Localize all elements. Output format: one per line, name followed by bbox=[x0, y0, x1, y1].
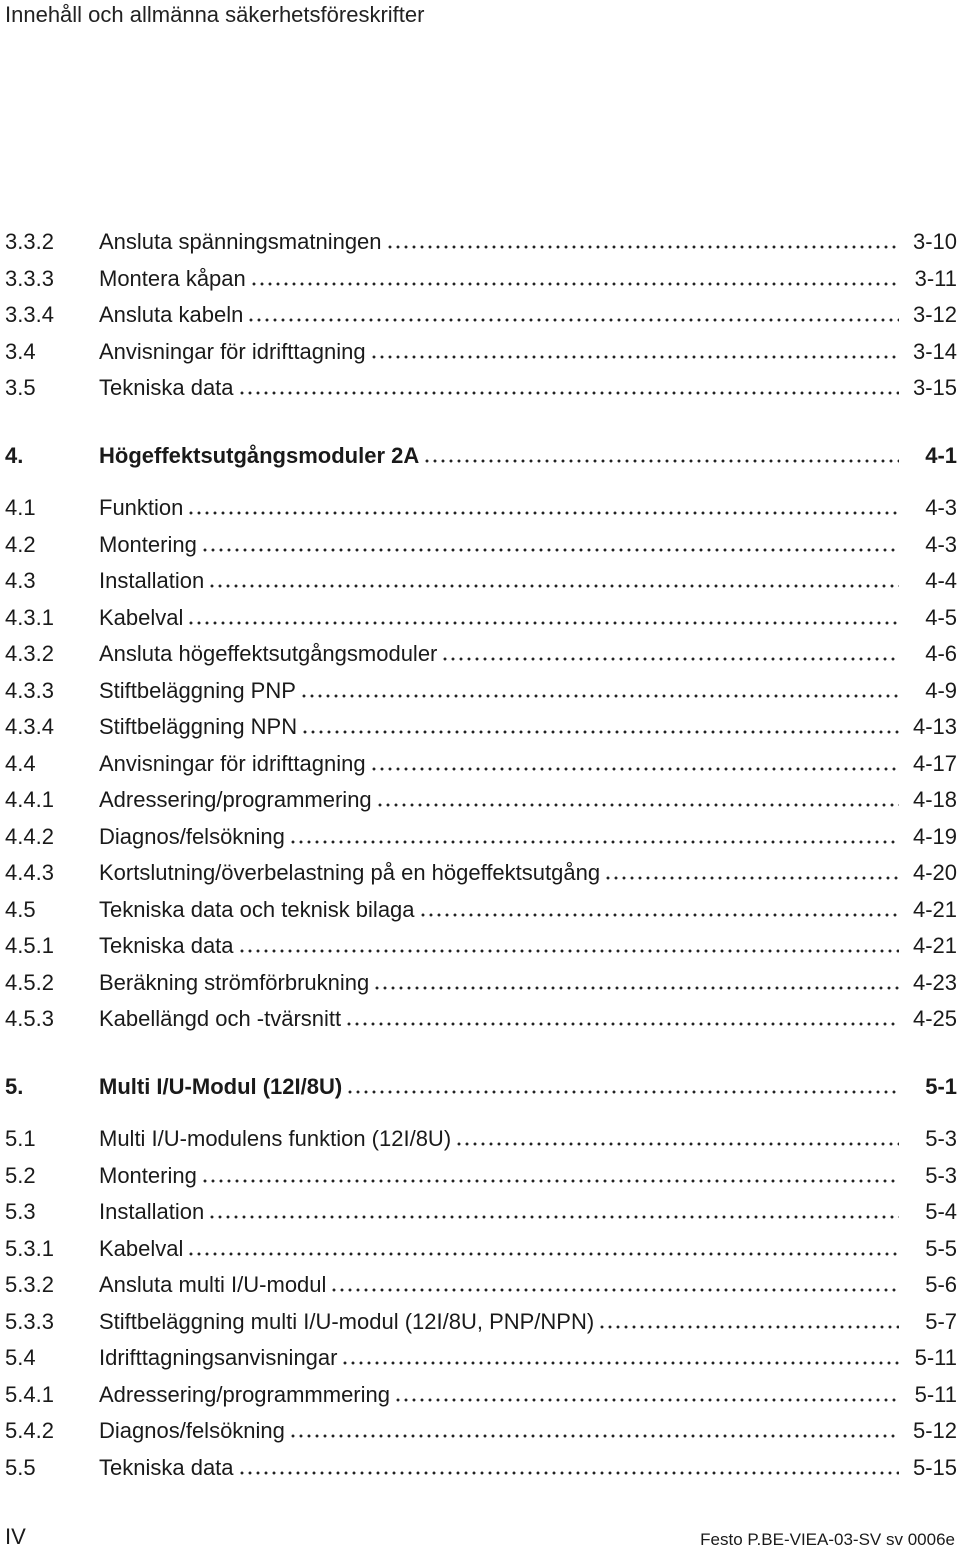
toc-row[interactable] bbox=[5, 335, 957, 365]
toc-row[interactable] bbox=[5, 929, 957, 959]
dot-leader bbox=[187, 620, 899, 626]
toc-section-number: 4.5.1 bbox=[5, 933, 54, 958]
toc-section-number: 5.4 bbox=[5, 1345, 36, 1370]
toc-page-number: 5-15 bbox=[912, 1455, 957, 1480]
toc-page-number: 5-5 bbox=[925, 1236, 957, 1261]
toc-section-number: 5.5 bbox=[5, 1455, 36, 1480]
dot-leader bbox=[238, 1470, 899, 1476]
toc-chapter-row[interactable] bbox=[5, 439, 957, 469]
toc-page-number: 4-1 bbox=[925, 443, 957, 468]
toc-section-number: 4.3.2 bbox=[5, 641, 54, 666]
toc-section-title: Högeffektsutgångsmoduler 2A bbox=[99, 443, 420, 468]
toc-row[interactable] bbox=[5, 1305, 957, 1335]
toc-row[interactable] bbox=[5, 1341, 957, 1371]
dot-leader bbox=[208, 583, 899, 589]
toc-row[interactable] bbox=[5, 298, 957, 328]
toc-section-number: 5.3.3 bbox=[5, 1309, 54, 1334]
document-reference: Festo P.BE-VIEA-03-SV sv 0006e bbox=[700, 1530, 955, 1549]
dot-leader bbox=[346, 1089, 899, 1095]
toc-page-number: 4-13 bbox=[912, 714, 957, 739]
toc-section-number: 4.4.1 bbox=[5, 787, 54, 812]
dot-leader bbox=[455, 1141, 899, 1147]
toc-page-number: 4-20 bbox=[912, 860, 957, 885]
toc-row[interactable] bbox=[5, 1002, 957, 1032]
dot-leader bbox=[238, 948, 899, 954]
toc-section-title: Adressering/programmering bbox=[99, 787, 372, 812]
toc-section-number: 4. bbox=[5, 443, 24, 468]
toc-row[interactable] bbox=[5, 820, 957, 850]
toc-row[interactable] bbox=[5, 674, 957, 704]
toc-page-number: 5-12 bbox=[912, 1418, 957, 1443]
toc-section-title: Beräkning strömförbrukning bbox=[99, 970, 370, 995]
dot-leader bbox=[441, 656, 899, 662]
toc-section-number: 3.3.3 bbox=[5, 266, 54, 291]
toc-page-number: 4-6 bbox=[925, 641, 957, 666]
toc-section-number: 4.3.3 bbox=[5, 678, 54, 703]
toc-section-number: 5.3 bbox=[5, 1199, 36, 1224]
dot-leader bbox=[394, 1397, 899, 1403]
dot-leader bbox=[247, 317, 899, 323]
toc-row[interactable] bbox=[5, 564, 957, 594]
toc-page-number: 4-4 bbox=[925, 568, 957, 593]
toc-section-title: Stiftbeläggning multi I/U-modul (12I/8U, PNP/NPN) bbox=[99, 1309, 595, 1334]
toc-section-title: Diagnos/felsökning bbox=[99, 1418, 285, 1443]
dot-leader bbox=[386, 244, 899, 250]
toc-section-title: Adressering/programmmering bbox=[99, 1382, 390, 1407]
toc-section-title: Diagnos/felsökning bbox=[99, 824, 285, 849]
dot-leader bbox=[187, 510, 899, 516]
toc-section-title: Ansluta multi I/U-modul bbox=[99, 1272, 327, 1297]
toc-section-title: Stiftbeläggning NPN bbox=[99, 714, 298, 739]
toc-row[interactable] bbox=[5, 1195, 957, 1225]
toc-row[interactable] bbox=[5, 225, 957, 255]
toc-row[interactable] bbox=[5, 893, 957, 923]
toc-page-number: 4-21 bbox=[912, 933, 957, 958]
toc-section-number: 4.3.1 bbox=[5, 605, 54, 630]
toc-row[interactable] bbox=[5, 1159, 957, 1189]
toc-section-title: Installation bbox=[99, 568, 205, 593]
toc-row[interactable] bbox=[5, 1268, 957, 1298]
toc-section-title: Tekniska data bbox=[99, 933, 234, 958]
toc-row[interactable] bbox=[5, 371, 957, 401]
toc-row[interactable] bbox=[5, 601, 957, 631]
toc-page-number: 5-6 bbox=[925, 1272, 957, 1297]
toc-page-number: 4-18 bbox=[912, 787, 957, 812]
toc-section-title: Multi I/U-Modul (12I/8U) bbox=[99, 1074, 343, 1099]
toc-section-title: Kabelval bbox=[99, 1236, 184, 1261]
toc-page-number: 4-3 bbox=[925, 495, 957, 520]
toc-page-number: 3-15 bbox=[912, 375, 957, 400]
toc-section-number: 5.3.2 bbox=[5, 1272, 54, 1297]
toc-section-title: Tekniska data och teknisk bilaga bbox=[99, 897, 415, 922]
toc-page-number: 3-10 bbox=[912, 229, 957, 254]
toc-section-title: Idrifttagningsanvisningar bbox=[99, 1345, 338, 1370]
toc-page-number: 4-21 bbox=[912, 897, 957, 922]
dot-leader bbox=[289, 839, 899, 845]
dot-leader bbox=[201, 547, 899, 553]
toc-section-title: Installation bbox=[99, 1199, 205, 1224]
toc-page-number: 4-17 bbox=[912, 751, 957, 776]
toc-row[interactable] bbox=[5, 856, 957, 886]
toc-section-title: Tekniska data bbox=[99, 1455, 234, 1480]
toc-section-number: 4.2 bbox=[5, 532, 36, 557]
toc-section-number: 5.3.1 bbox=[5, 1236, 54, 1261]
toc-row[interactable] bbox=[5, 1378, 957, 1408]
toc-section-number: 3.3.4 bbox=[5, 302, 54, 327]
toc-chapter-row[interactable] bbox=[5, 1070, 957, 1100]
toc-section-title: Kabellängd och -tvärsnitt bbox=[99, 1006, 342, 1031]
toc-section-title: Tekniska data bbox=[99, 375, 234, 400]
dot-leader bbox=[301, 729, 899, 735]
toc-section-title: Ansluta kabeln bbox=[99, 302, 244, 327]
dot-leader bbox=[238, 390, 899, 396]
toc-page-number: 4-25 bbox=[912, 1006, 957, 1031]
toc-section-title: Ansluta högeffektsutgångsmoduler bbox=[99, 641, 438, 666]
toc-section-number: 4.4.3 bbox=[5, 860, 54, 885]
dot-leader bbox=[598, 1324, 899, 1330]
toc-row[interactable] bbox=[5, 637, 957, 667]
toc-section-number: 4.4.2 bbox=[5, 824, 54, 849]
toc-page-number: 4-5 bbox=[925, 605, 957, 630]
dot-leader bbox=[604, 875, 899, 881]
toc-section-number: 4.5.2 bbox=[5, 970, 54, 995]
dot-leader bbox=[370, 354, 899, 360]
toc-row[interactable] bbox=[5, 966, 957, 996]
toc-section-number: 4.4 bbox=[5, 751, 36, 776]
dot-leader bbox=[201, 1178, 899, 1184]
toc-row[interactable] bbox=[5, 1451, 957, 1481]
dot-leader bbox=[330, 1287, 899, 1293]
toc-page-number: 5-7 bbox=[925, 1309, 957, 1334]
toc-section-number: 3.4 bbox=[5, 339, 36, 364]
toc-section-title: Kabelval bbox=[99, 605, 184, 630]
toc-section-number: 5.4.2 bbox=[5, 1418, 54, 1443]
toc-page-number: 3-12 bbox=[912, 302, 957, 327]
dot-leader bbox=[373, 985, 899, 991]
dot-leader bbox=[208, 1214, 899, 1220]
dot-leader bbox=[419, 912, 899, 918]
toc-page-number: 5-11 bbox=[914, 1345, 957, 1370]
toc-page-number: 4-9 bbox=[925, 678, 957, 703]
dot-leader bbox=[289, 1433, 899, 1439]
toc-page-number: 5-3 bbox=[925, 1163, 957, 1188]
toc-page-number: 4-23 bbox=[912, 970, 957, 995]
toc-row[interactable] bbox=[5, 262, 957, 292]
toc-section-title: Funktion bbox=[99, 495, 184, 520]
toc-page-number: 4-19 bbox=[912, 824, 957, 849]
toc-section-title: Kortslutning/överbelastning på en högeffektsutgång bbox=[99, 860, 601, 885]
dot-leader bbox=[423, 458, 899, 464]
toc-row[interactable] bbox=[5, 528, 957, 558]
dot-leader bbox=[341, 1360, 899, 1366]
toc-row[interactable] bbox=[5, 491, 957, 521]
toc-page-number: 3-11 bbox=[914, 266, 957, 291]
toc-section-title: Ansluta spänningsmatningen bbox=[99, 229, 382, 254]
dot-leader bbox=[300, 693, 899, 699]
toc-section-number: 4.5 bbox=[5, 897, 36, 922]
toc-row[interactable] bbox=[5, 1232, 957, 1262]
toc-section-number: 4.5.3 bbox=[5, 1006, 54, 1031]
toc-section-number: 3.3.2 bbox=[5, 229, 54, 254]
toc-section-number: 5.4.1 bbox=[5, 1382, 54, 1407]
toc-section-title: Stiftbeläggning PNP bbox=[99, 678, 296, 703]
toc-section-title: Anvisningar för idrifttagning bbox=[99, 751, 366, 776]
page-number: IV bbox=[5, 1524, 26, 1549]
dot-leader bbox=[250, 281, 899, 287]
toc-section-title: Montering bbox=[99, 1163, 197, 1188]
toc-section-number: 5. bbox=[5, 1074, 24, 1099]
toc-section-number: 4.1 bbox=[5, 495, 36, 520]
toc-page-number: 4-3 bbox=[925, 532, 957, 557]
dot-leader bbox=[187, 1251, 899, 1257]
toc-page-number: 5-1 bbox=[925, 1074, 957, 1099]
toc-section-title: Montering bbox=[99, 532, 197, 557]
toc-page-number: 3-14 bbox=[912, 339, 957, 364]
toc-section-number: 5.2 bbox=[5, 1163, 36, 1188]
page-header: Innehåll och allmänna säkerhetsföreskrifter bbox=[5, 2, 425, 27]
toc-section-number: 3.5 bbox=[5, 375, 36, 400]
toc-row[interactable] bbox=[5, 1414, 957, 1444]
toc-page-number: 5-4 bbox=[925, 1199, 957, 1224]
toc-row[interactable] bbox=[5, 783, 957, 813]
toc-section-title: Anvisningar för idrifttagning bbox=[99, 339, 366, 364]
toc-row[interactable] bbox=[5, 747, 957, 777]
toc-section-number: 4.3.4 bbox=[5, 714, 54, 739]
toc-page-number: 5-11 bbox=[914, 1382, 957, 1407]
dot-leader bbox=[376, 802, 899, 808]
toc-section-title: Montera kåpan bbox=[99, 266, 246, 291]
toc-row[interactable] bbox=[5, 1122, 957, 1152]
toc-section-title: Multi I/U-modulens funktion (12I/8U) bbox=[99, 1126, 452, 1151]
toc-section-number: 4.3 bbox=[5, 568, 36, 593]
toc-page-number: 5-3 bbox=[925, 1126, 957, 1151]
toc-section-number: 5.1 bbox=[5, 1126, 36, 1151]
toc-row[interactable] bbox=[5, 710, 957, 740]
dot-leader bbox=[370, 766, 899, 772]
dot-leader bbox=[345, 1021, 899, 1027]
